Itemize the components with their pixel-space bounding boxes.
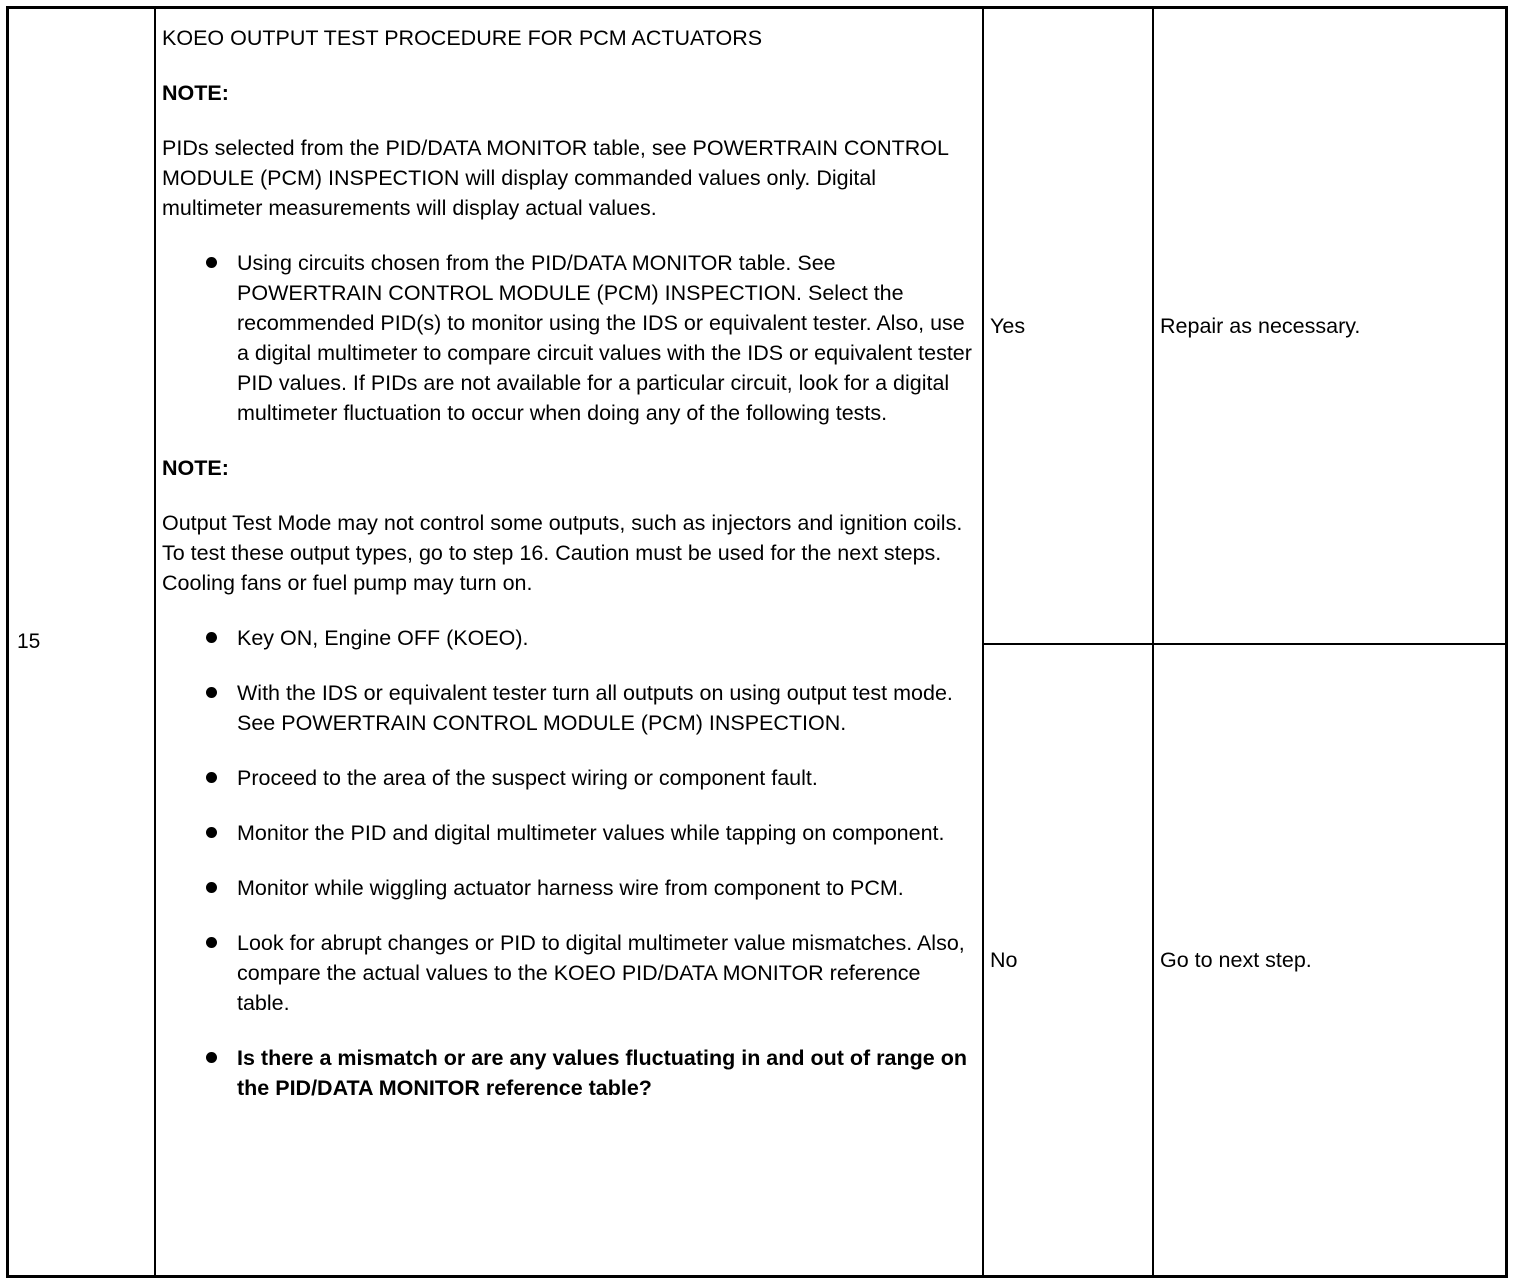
bullet-icon bbox=[206, 827, 217, 838]
note-label: NOTE: bbox=[162, 81, 229, 105]
step-number: 15 bbox=[8, 8, 156, 1277]
list-item: Look for abrupt changes or PID to digital multimeter value mismatches. Also, compare the actual values to the KOEO PID/DATA MONITOR reference table. bbox=[162, 928, 972, 1018]
procedure-title: KOEO OUTPUT TEST PROCEDURE FOR PCM ACTUATORS bbox=[162, 26, 763, 50]
bullet-icon bbox=[206, 687, 217, 698]
bullet-icon bbox=[206, 632, 217, 643]
action-no: Go to next step. bbox=[1153, 644, 1507, 1277]
list-item: Monitor the PID and digital multimeter values while tapping on component. bbox=[162, 818, 972, 848]
bullet-icon bbox=[206, 1052, 217, 1063]
bullet-icon bbox=[206, 257, 217, 268]
bullet-icon bbox=[206, 772, 217, 783]
list-item: Using circuits chosen from the PID/DATA MONITOR table. See POWERTRAIN CONTROL MODULE (PCM) INSPECTION. Select the recommended PID(s) to monitor using the IDS or equivalent tester. Also, use a digital multimeter to compare circuit values with the IDS or equivalent tester PID values. If PIDs are not available for a particular circuit, look for a digital multimeter fluctuation to occur when doing any of the following tests. bbox=[162, 248, 972, 428]
result-yes: Yes bbox=[983, 8, 1153, 645]
note-label: NOTE: bbox=[162, 456, 229, 480]
bullet-icon bbox=[206, 882, 217, 893]
list-item: Monitor while wiggling actuator harness wire from component to PCM. bbox=[162, 873, 972, 903]
bullet-icon bbox=[206, 937, 217, 948]
action-yes: Repair as necessary. bbox=[1153, 8, 1507, 645]
diagnostic-step-table bbox=[6, 6, 1508, 1278]
result-no: No bbox=[983, 644, 1153, 1277]
note-text: PIDs selected from the PID/DATA MONITOR table, see POWERTRAIN CONTROL MODULE (PCM) INSPECTION will display commanded values only. Digital multimeter measurements will display actual values. bbox=[162, 136, 949, 220]
question-item: Is there a mismatch or are any values fluctuating in and out of range on the PID/DATA MONITOR reference table? bbox=[162, 1043, 972, 1103]
note-text: Output Test Mode may not control some outputs, such as injectors and ignition coils. To test these output types, go to step 16. Caution must be used for the next steps. Cooling fans or fuel pump may turn on. bbox=[162, 511, 963, 595]
bullet-list bbox=[162, 623, 972, 1103]
list-item: With the IDS or equivalent tester turn all outputs on using output test mode. See POWERTRAIN CONTROL MODULE (PCM) INSPECTION. bbox=[162, 678, 972, 738]
action-cell bbox=[155, 8, 983, 1277]
list-item: Key ON, Engine OFF (KOEO). bbox=[162, 623, 972, 653]
bullet-list bbox=[162, 248, 972, 428]
list-item: Proceed to the area of the suspect wiring or component fault. bbox=[162, 763, 972, 793]
